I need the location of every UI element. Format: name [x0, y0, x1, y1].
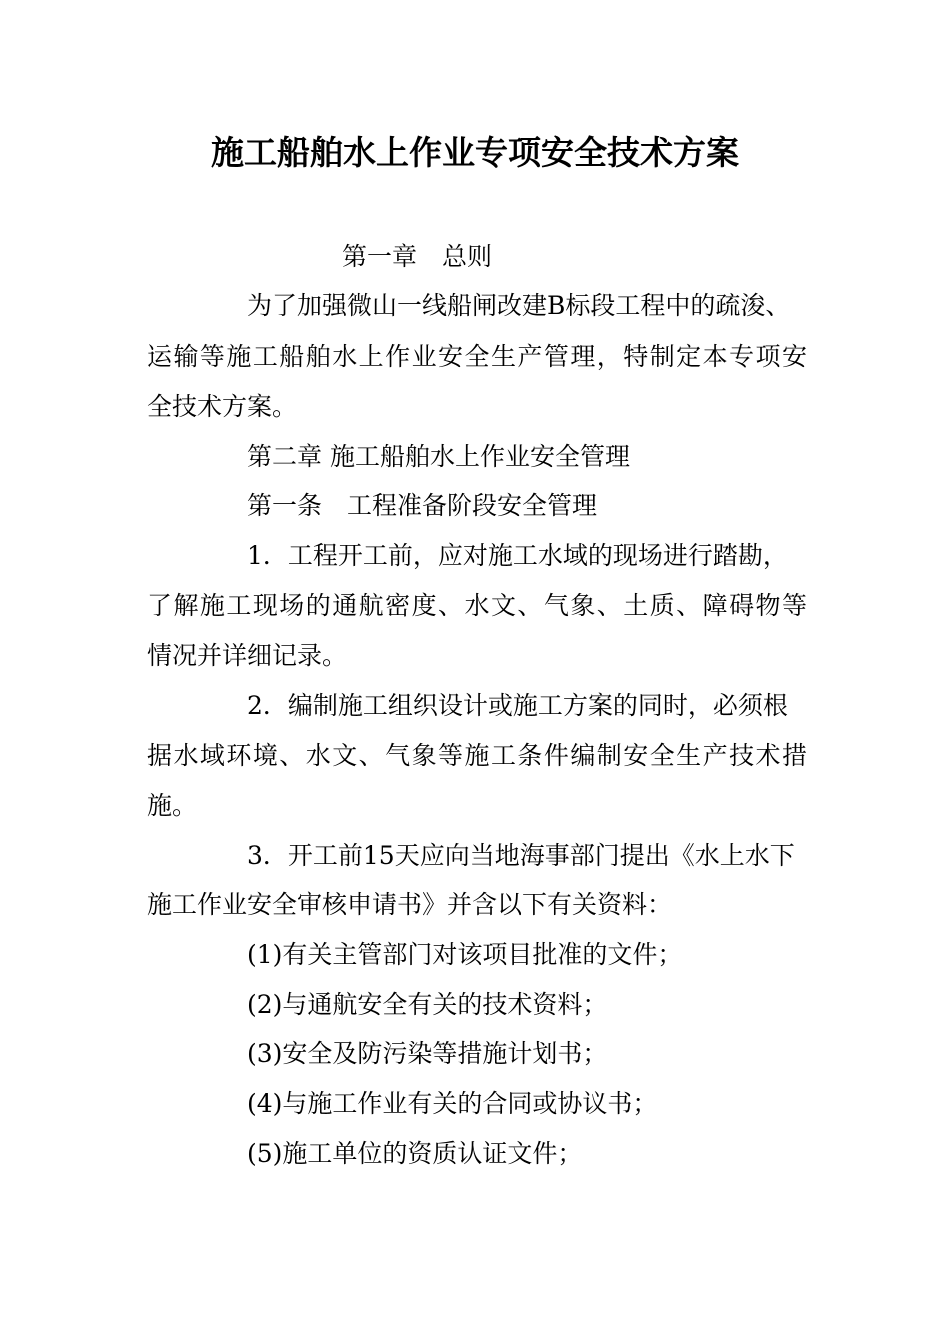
item-line: 施。: [147, 791, 198, 820]
sub-item: (4)与施工作业有关的合同或协议书；: [247, 1089, 658, 1118]
intro-line: 全技术方案。: [147, 392, 298, 421]
document-title: 施工船舶水上作业专项安全技术方案: [211, 133, 739, 172]
sub-item: (1)有关主管部门对该项目批准的文件；: [247, 940, 683, 969]
chapter-heading: 第一章 总则: [342, 242, 493, 271]
item-line: 了解施工现场的通航密度、水文、气象、土质、障碍物等: [147, 591, 807, 620]
item-line: 据水域环境、水文、气象等施工条件编制安全生产技术措: [147, 741, 807, 770]
chapter-heading: 第二章 施工船舶水上作业安全管理: [247, 442, 630, 471]
item-line: 施工作业安全审核申请书》并含以下有关资料：: [147, 890, 673, 919]
article-heading: 第一条 工程准备阶段安全管理: [247, 491, 598, 520]
sub-item: (5)施工单位的资质认证文件；: [247, 1139, 583, 1168]
item-line: 情况并详细记录。: [147, 641, 348, 670]
sub-item: (2)与通航安全有关的技术资料；: [247, 990, 608, 1019]
sub-item: (3)安全及防污染等措施计划书；: [247, 1039, 608, 1068]
item-line: 2．编制施工组织设计或施工方案的同时，必须根: [247, 691, 788, 720]
intro-line: 运输等施工船舶水上作业安全生产管理，特制定本专项安: [147, 342, 807, 371]
item-line: 3．开工前15天应向当地海事部门提出《水上水下: [247, 841, 795, 870]
intro-line: 为了加强微山一线船闸改建B标段工程中的疏浚、: [247, 291, 791, 320]
item-line: 1．工程开工前，应对施工水域的现场进行踏勘，: [247, 541, 788, 570]
